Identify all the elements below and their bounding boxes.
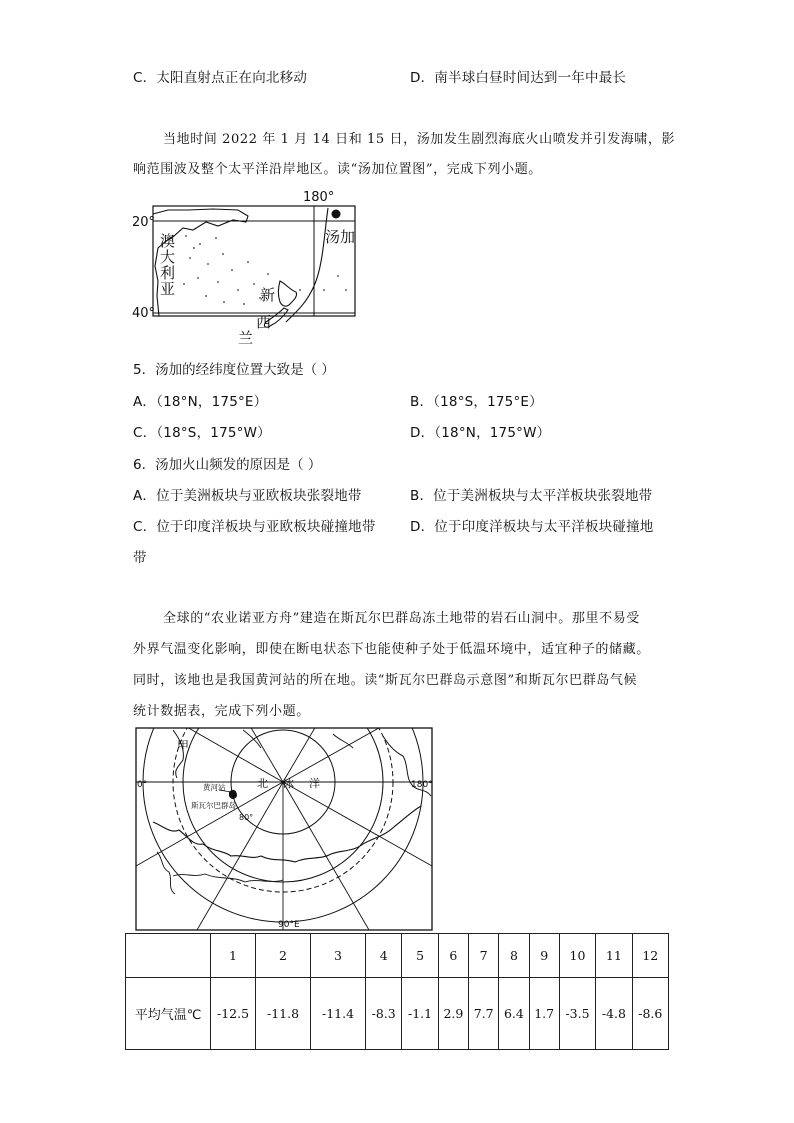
- q6-option-d-wrap: 带: [133, 550, 147, 566]
- temp-cell: -3.5: [559, 978, 595, 1050]
- lon-180-label: 180°: [411, 780, 433, 790]
- svalbard-islands-label: 斯瓦尔巴群岛: [191, 801, 236, 810]
- month-cell: 8: [499, 934, 529, 978]
- nz-char-2: 西: [256, 313, 272, 331]
- svalbard-island: [229, 790, 237, 799]
- temp-cell: -8.3: [366, 978, 402, 1050]
- lon-90e-label: 90°E: [278, 920, 300, 930]
- month-cell: 11: [596, 934, 632, 978]
- q5-option-a: A．（18°N，175°E）: [133, 394, 268, 410]
- temp-cell: -4.8: [596, 978, 632, 1050]
- ocean-char-3: 洋: [309, 777, 320, 790]
- arctic-island-outline-2: [333, 734, 353, 748]
- temp-cell: 2.9: [438, 978, 468, 1050]
- climate-table: [125, 933, 669, 1050]
- temp-cell: 7.7: [469, 978, 499, 1050]
- nz-char-1: 新: [260, 286, 276, 304]
- tonga-intro-line2: 响范围波及整个太平洋沿岸地区。读“汤加位置图”，完成下列小题。: [133, 162, 542, 177]
- svalbard-intro-line3: 同时，该地也是我国黄河站的所在地。读“斯瓦尔巴群岛示意图”和斯瓦尔巴群岛气候: [133, 673, 638, 688]
- temp-cell: -11.8: [256, 978, 311, 1050]
- table-temperature-row: [126, 978, 669, 1050]
- q5-stem: 5．汤加的经纬度位置大致是（ ）: [133, 362, 335, 378]
- month-cell: 9: [529, 934, 559, 978]
- option-d-top: D．南半球白昼时间达到一年中最长: [410, 70, 627, 86]
- temp-cell: -11.4: [311, 978, 366, 1050]
- month-cell: 5: [402, 934, 438, 978]
- month-cell: 4: [366, 934, 402, 978]
- tonga-label: 汤加: [325, 228, 356, 246]
- q5-option-d: D．（18°N，175°W）: [410, 425, 551, 441]
- q5-option-b: B．（18°S，175°E）: [410, 394, 543, 410]
- tonga-intro-line1: 当地时间 2022 年 1 月 14 日和 15 日，汤加发生剧烈海底火山喷发并引发海啸，影: [163, 132, 676, 147]
- temp-cell: 1.7: [529, 978, 559, 1050]
- temp-cell: 6.4: [499, 978, 529, 1050]
- q6-option-d: D．位于印度洋板块与太平洋板块碰撞地: [410, 519, 654, 535]
- svalbard-intro-line4: 统计数据表，完成下列小题。: [133, 704, 310, 719]
- table-header-row: [126, 934, 669, 978]
- huanghe-station-label: 黄河站: [203, 783, 226, 792]
- month-cell: 3: [311, 934, 366, 978]
- q5-option-c: C．（18°S，175°W）: [133, 425, 271, 441]
- month-cell: 6: [438, 934, 468, 978]
- nz-char-3: 兰: [238, 329, 254, 347]
- q6-option-b: B．位于美洲板块与太平洋板块张裂地带: [410, 488, 653, 504]
- ocean-char-2: 冰: [283, 777, 294, 790]
- australia-char-2: 大: [160, 248, 176, 266]
- month-cell: 7: [469, 934, 499, 978]
- lon-180-label: 180°: [303, 190, 335, 205]
- australia-char-3: 利: [160, 264, 176, 282]
- lat-40-label: 40°: [132, 306, 156, 321]
- lat-20-label: 20°: [132, 215, 156, 230]
- row-label-avg-temp: 平均气温℃: [126, 978, 211, 1050]
- temp-cell: -8.6: [632, 978, 668, 1050]
- australia-char-1: 澳: [160, 232, 176, 250]
- tonga-location-map: [128, 186, 364, 348]
- lat-80-label: 80°: [239, 813, 254, 822]
- month-cell: 10: [559, 934, 595, 978]
- month-cell: 2: [256, 934, 311, 978]
- option-c-top: C．太阳直射点正在向北移动: [133, 70, 308, 86]
- inland-outline: [173, 874, 283, 882]
- q6-option-c: C．位于印度洋板块与亚欧板块碰撞地带: [133, 519, 376, 535]
- svalbard-polar-map: [133, 726, 435, 932]
- trench-line: [286, 208, 328, 322]
- month-cell: 1: [211, 934, 256, 978]
- svalbard-intro-line1: 全球的“农业诺亚方舟”建造在斯瓦尔巴群岛冻土地带的岩石山洞中。那里不易受: [163, 611, 640, 626]
- table-corner-cell: [126, 934, 211, 978]
- lon-0-label: 0°: [137, 780, 148, 790]
- new-zealand-north-island: [279, 281, 297, 306]
- svalbard-intro-line2: 外界气温变化影响，即使在断电状态下也能使种子处于低温环境中，适宜种子的储藏。: [133, 642, 650, 657]
- temp-cell: -12.5: [211, 978, 256, 1050]
- ocean-char-1: 北: [257, 777, 268, 790]
- australia-char-4: 亚: [160, 280, 176, 298]
- q6-option-a: A．位于美洲板块与亚欧板块张裂地带: [133, 488, 362, 504]
- jia-label: 甲: [177, 739, 190, 753]
- greenland-coastline: [173, 730, 183, 778]
- q6-stem: 6．汤加火山频发的原因是（ ）: [133, 457, 322, 473]
- month-cell: 12: [632, 934, 668, 978]
- temp-cell: -1.1: [402, 978, 438, 1050]
- tonga-marker: [332, 210, 341, 219]
